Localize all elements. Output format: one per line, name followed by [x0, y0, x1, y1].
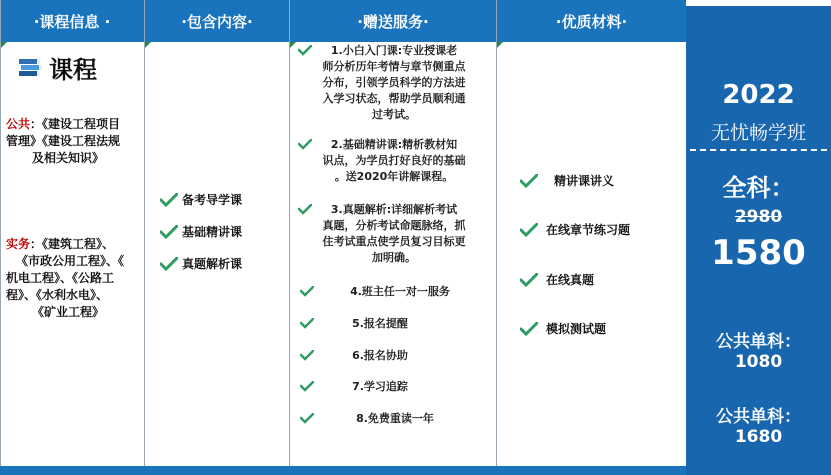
cell-corner-marker [1, 42, 7, 48]
column-border [0, 0, 1, 466]
service-item-short: 4.班主任一对一服务 [350, 285, 450, 298]
service-item-short: 7.学习追踪 [352, 380, 408, 393]
public-line: 管理》《建设工程法规 [6, 134, 121, 148]
public-line: 及相关知识》 [32, 151, 105, 165]
public-label: 公共 [6, 117, 31, 131]
service-item [296, 202, 492, 266]
material-item [520, 172, 614, 189]
header-gift-services: ·赠送服务· [290, 0, 496, 42]
material-item-label: 在线真题 [546, 273, 595, 287]
service-item-short: 5.报名提醒 [352, 317, 408, 330]
panel-single-label: 公共单科： [716, 407, 801, 427]
panel-original-price: 2980 [734, 207, 783, 227]
panel-price: 1580 [711, 233, 806, 273]
material-item [520, 320, 606, 337]
course-title-text: 课程 [49, 56, 97, 84]
course-title [17, 50, 97, 85]
practice-line: 程》、《水利水电》、 [6, 288, 109, 302]
service-line: 分布，引领学员科学的方法进 [322, 76, 466, 89]
service-item [296, 137, 492, 185]
practice-line: 《矿业工程》 [32, 305, 105, 319]
header-contents: ·包含内容· [145, 0, 289, 42]
material-item [520, 221, 630, 238]
content-item [160, 191, 242, 208]
service-line: 加明确。 [372, 251, 416, 264]
public-line: ：《建设工程项目 [30, 117, 121, 131]
practice-label: 实务 [6, 237, 31, 251]
service-item-short: 6.报名协助 [352, 349, 408, 362]
material-item-label: 精讲课讲义 [554, 174, 615, 188]
material-item-label: 模拟测试题 [546, 322, 607, 336]
practice-subjects [6, 236, 144, 321]
check-icon [520, 174, 538, 188]
practice-line: 机电工程》、《公路工 [6, 271, 115, 285]
service-item-short: 8.免费重读一年 [356, 412, 434, 425]
practice-line: ：《建筑工程》、 [30, 237, 115, 251]
check-icon [160, 225, 178, 239]
panel-class-name: 无忧畅学班 [710, 122, 806, 144]
practice-line: 《市政公用工程》、《 [16, 254, 125, 268]
service-line: 过考试。 [372, 108, 416, 121]
bottom-bar [0, 466, 686, 475]
panel-single-label: 公共单科： [716, 332, 801, 352]
material-item-label: 在线章节练习题 [546, 223, 631, 237]
service-line: 师分析历年考情与章节侧重点 [322, 60, 466, 73]
check-icon [160, 193, 178, 207]
book-stack-icon [17, 56, 45, 80]
cell-corner-marker [497, 42, 503, 48]
service-line: 。送2020年讲解课程。 [334, 170, 454, 183]
cell-corner-marker [145, 42, 151, 48]
content-item-label: 基础精讲课 [182, 225, 243, 239]
service-line: 真题，分析考试命题脉络，抓 [322, 219, 466, 232]
content-item [160, 223, 242, 240]
check-icon [520, 273, 538, 287]
check-icon [160, 257, 178, 271]
column-border [496, 0, 497, 466]
service-item [296, 43, 492, 123]
panel-single-price: 1080 [734, 352, 783, 372]
service-line: 入学习状态，帮助学员顺利通 [322, 92, 466, 105]
column-border [289, 0, 290, 466]
service-line: 住考试重点使学员复习目标更 [322, 235, 466, 248]
panel-year: 2022 [722, 80, 795, 110]
material-item [520, 271, 594, 288]
public-subjects [6, 116, 142, 167]
service-line: 识点，为学员打好良好的基础 [322, 154, 466, 167]
price-panel-top [686, 0, 831, 6]
column-border [144, 0, 145, 466]
header-course-info: ·课程信息 · [0, 0, 144, 42]
service-line: 3.真题解析:详细解析考试 [330, 203, 458, 216]
panel-full-label: 全科： [722, 174, 795, 202]
panel-divider [690, 149, 827, 151]
service-line: 2.基础精讲课:精析教材知 [330, 138, 458, 151]
content-item-label: 真题解析课 [182, 257, 243, 271]
content-item-label: 备考导学课 [182, 193, 243, 207]
check-icon [520, 322, 538, 336]
service-line: 1.小白入门课:专业授课老 [330, 44, 458, 57]
header-materials: ·优质材料· [497, 0, 686, 42]
check-icon [520, 223, 538, 237]
content-item [160, 255, 242, 272]
panel-single-price: 1680 [734, 427, 783, 447]
